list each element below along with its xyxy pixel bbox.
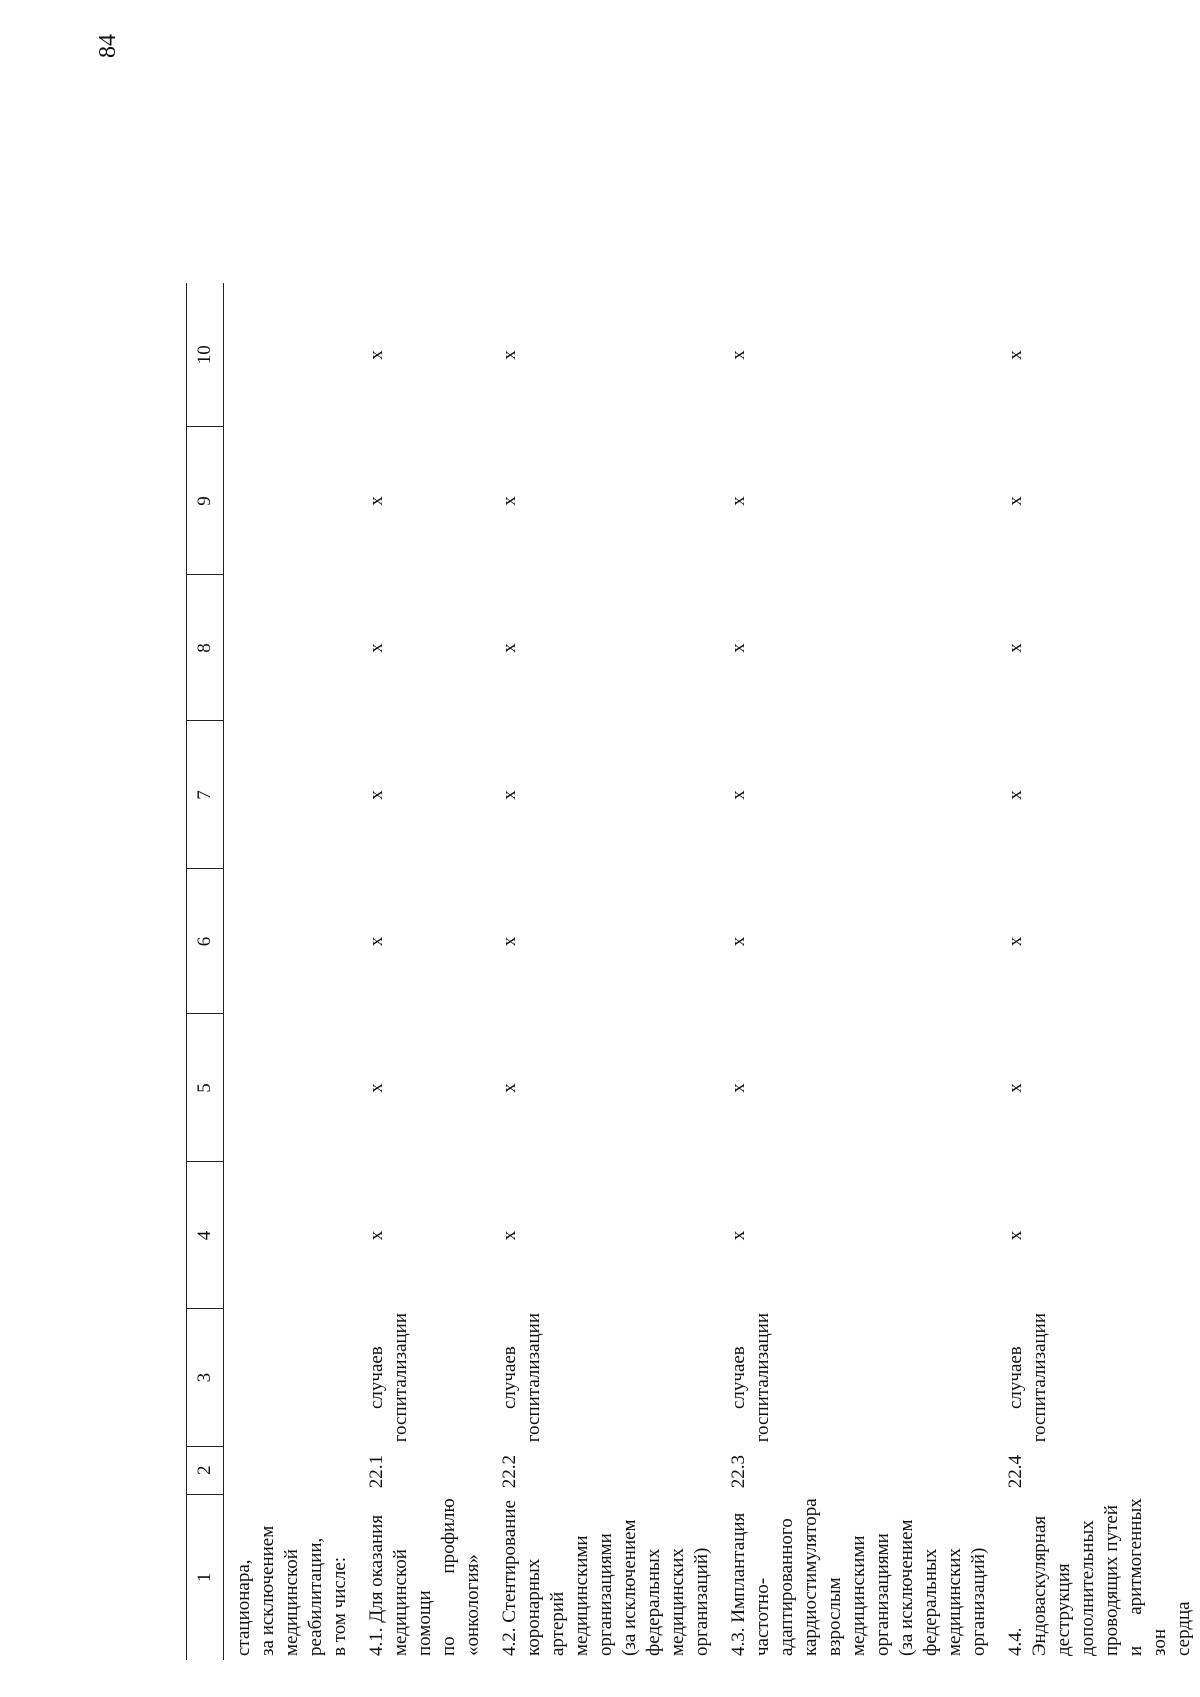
row-name-line: частотно-адаптированного	[752, 1518, 797, 1656]
value-cell: х	[1005, 936, 1026, 947]
row-name-line: 4.2. Стентирование	[499, 1500, 520, 1656]
row-name-line: федеральных	[643, 1548, 664, 1656]
row-unit-line: госпитализации	[390, 1312, 411, 1443]
column-header: 7	[187, 721, 224, 869]
value-cell: х	[1005, 643, 1026, 653]
value-cell: х	[499, 790, 520, 800]
value-cell: х	[1005, 1230, 1026, 1241]
value-cell: х	[728, 350, 749, 360]
row-name-line: за исключением	[257, 1525, 278, 1656]
value-cell	[224, 1014, 361, 1162]
value-cell: х	[728, 496, 749, 506]
table-row	[722, 283, 999, 1660]
column-header: 1	[187, 1494, 224, 1660]
row-name-line: проводящих путей	[1101, 1505, 1122, 1656]
value-cell: х	[366, 1230, 387, 1241]
value-cell: х	[728, 790, 749, 800]
table-body	[224, 283, 1200, 1660]
row-name-line: и аритмогенных зон	[1125, 1498, 1170, 1656]
row-code-cell: 22.1	[366, 1455, 387, 1489]
row-unit-line: госпитализации	[523, 1312, 544, 1443]
value-cell: х	[366, 790, 387, 800]
row-name-line: кардиостимулятора	[800, 1498, 821, 1656]
table-row	[360, 283, 493, 1660]
row-name-line: медицинскими	[571, 1535, 592, 1656]
table-row	[493, 283, 722, 1660]
value-cell: х	[728, 643, 749, 653]
row-name-line: федеральных	[920, 1548, 941, 1656]
row-name-line: 4.1. Для оказания	[366, 1514, 387, 1656]
value-cell	[224, 869, 361, 1014]
row-code-cell: 22.4	[1005, 1455, 1026, 1489]
column-header: 9	[187, 427, 224, 575]
value-cell: х	[499, 1230, 520, 1241]
value-cell: х	[1005, 790, 1026, 800]
row-name-cell	[999, 1494, 1200, 1660]
column-header: 3	[187, 1309, 224, 1446]
row-name-line: 4.4. Эндоваскулярная	[1005, 1515, 1050, 1656]
value-cell: х	[728, 1230, 749, 1241]
row-name-line: деструкция	[1053, 1563, 1074, 1656]
page-number: 84	[95, 34, 121, 58]
row-name-line: стационара,	[233, 1559, 254, 1656]
row-name-line: (за исключением	[619, 1519, 640, 1656]
value-cell: х	[366, 1083, 387, 1093]
row-name-cell	[722, 1494, 999, 1660]
row-name-line: организациями	[872, 1533, 893, 1656]
column-header: 5	[187, 1014, 224, 1162]
row-name-line: в том числе:	[329, 1556, 350, 1656]
row-code-cell	[224, 1446, 361, 1494]
row-unit-line: случаев	[728, 1346, 749, 1410]
column-header: 8	[187, 575, 224, 721]
row-name-line: по профилю «онкология»	[438, 1498, 483, 1656]
row-name-line: медицинской помощи	[390, 1549, 435, 1656]
column-header: 2	[187, 1446, 224, 1494]
rotated-table-container	[0, 80, 1194, 1660]
row-name-cell	[224, 1494, 361, 1660]
value-cell: х	[499, 496, 520, 506]
column-header: 4	[187, 1162, 224, 1309]
value-cell: х	[366, 936, 387, 947]
row-unit-cell	[224, 1309, 361, 1446]
value-cell: х	[366, 350, 387, 360]
table-row	[224, 283, 361, 1660]
row-name-line: дополнительных	[1077, 1520, 1098, 1656]
value-cell	[224, 427, 361, 575]
row-name-line: организациями	[595, 1533, 616, 1656]
row-unit-cell	[999, 1309, 1200, 1446]
row-name-line: медицинских	[667, 1548, 688, 1656]
value-cell	[224, 283, 361, 427]
row-name-line: медицинской	[281, 1549, 302, 1656]
row-unit-line: случаев	[366, 1346, 387, 1410]
row-unit-line: госпитализации	[752, 1312, 773, 1443]
row-unit-line: случаев	[499, 1346, 520, 1410]
value-cell	[224, 575, 361, 721]
row-name-line: 4.3. Имплантация	[728, 1512, 749, 1656]
value-cell: х	[366, 643, 387, 653]
value-cell: х	[1005, 496, 1026, 506]
row-name-cell	[360, 1494, 493, 1660]
data-table	[186, 283, 1200, 1660]
row-name-line: сердца	[1173, 1601, 1194, 1656]
column-header: 10	[187, 283, 224, 427]
column-header: 6	[187, 869, 224, 1014]
row-code-cell: 22.2	[499, 1455, 520, 1489]
value-cell: х	[1005, 350, 1026, 360]
row-name-line: реабилитации,	[305, 1537, 326, 1656]
row-unit-line: случаев	[1005, 1346, 1026, 1410]
row-name-line: медицинских	[944, 1548, 965, 1656]
row-name-line: (за исключением	[896, 1519, 917, 1656]
value-cell: х	[499, 1083, 520, 1093]
value-cell: х	[366, 496, 387, 506]
value-cell	[224, 721, 361, 869]
value-cell: х	[499, 643, 520, 653]
row-name-line: взрослым медицинскими	[824, 1535, 869, 1656]
value-cell: х	[728, 1083, 749, 1093]
value-cell: х	[1005, 1083, 1026, 1093]
row-unit-line: госпитализации	[1029, 1312, 1050, 1443]
row-name-line: организаций)	[691, 1547, 712, 1656]
row-unit-cell	[722, 1309, 999, 1446]
row-unit-cell	[493, 1309, 722, 1446]
row-code-cell: 22.3	[728, 1455, 749, 1489]
value-cell: х	[499, 936, 520, 947]
value-cell: х	[499, 350, 520, 360]
row-name-line: организаций)	[968, 1547, 989, 1656]
table-header-row	[187, 283, 224, 1660]
row-unit-cell	[360, 1309, 493, 1446]
row-name-line: коронарных артерий	[523, 1558, 568, 1656]
row-name-cell	[493, 1494, 722, 1660]
value-cell	[224, 1162, 361, 1309]
table-row	[999, 283, 1200, 1660]
value-cell: х	[728, 936, 749, 947]
